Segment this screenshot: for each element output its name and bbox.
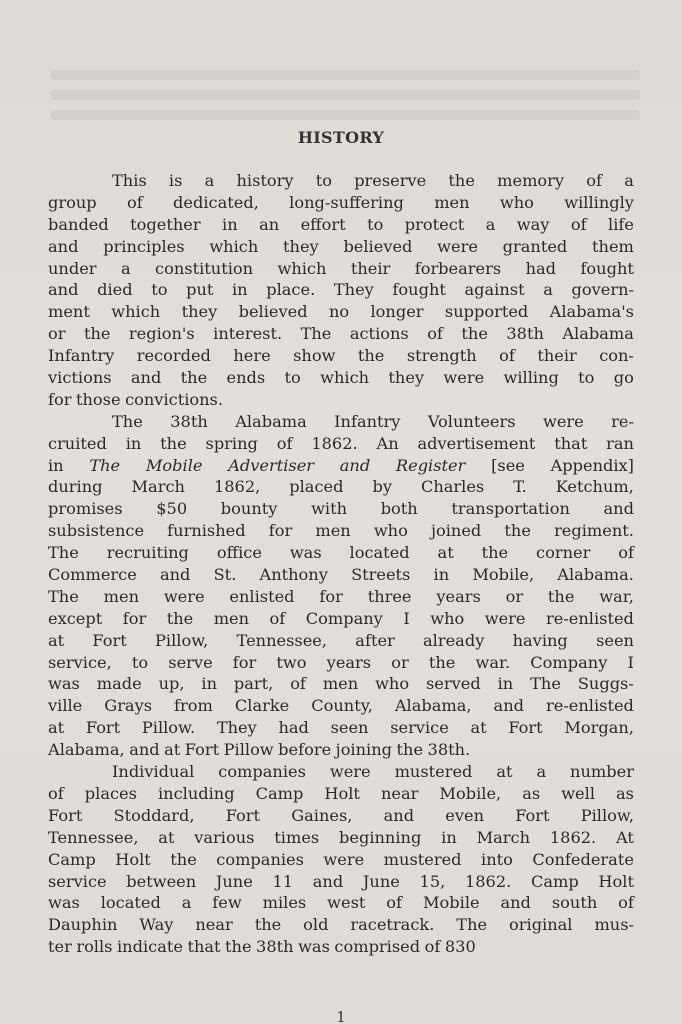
page-title: HISTORY xyxy=(297,128,385,147)
text-line: Commerce and St. Anthony Streets in Mobile, Alabama. xyxy=(48,565,634,585)
text-line: promises $50 bounty with both transportation and xyxy=(48,499,634,519)
text-line: Fort Stoddard, Fort Gaines, and even Fort Pillow, xyxy=(48,805,634,825)
body-text xyxy=(48,170,634,958)
text-line: service, to serve for two years or the war. Company I xyxy=(48,652,634,672)
page-number: 1 xyxy=(336,1008,346,1024)
text-line: at Fort Pillow, Tennessee, after already having seen xyxy=(48,630,634,650)
text-line: Camp Holt the companies were mustered into Confederate xyxy=(48,849,634,869)
paragraph xyxy=(48,411,634,761)
text-line: The men were enlisted for three years or the war, xyxy=(48,586,634,606)
text-line: under a constitution which their forbearers had fought xyxy=(48,258,634,278)
text-line: or the region's interest. The actions of the 38th Alabama xyxy=(48,324,634,344)
text-line: was located a few miles west of Mobile and south of xyxy=(48,893,634,913)
paragraph xyxy=(48,761,634,958)
text-line: ment which they believed no longer supported Alabama's xyxy=(48,302,634,322)
paragraph xyxy=(48,170,634,411)
text-line: for those convictions. xyxy=(48,389,223,409)
text-line: and principles which they believed were granted them xyxy=(48,236,634,256)
text-line: except for the men of Company I who were re-enlisted xyxy=(48,608,634,628)
text-line: Individual companies were mustered at a number xyxy=(112,762,634,782)
text-line: Dauphin Way near the old racetrack. The original mus- xyxy=(48,915,634,935)
text-line: service between June 11 and June 15, 1862. Camp Holt xyxy=(48,871,634,891)
text-line: ville Grays from Clarke County, Alabama, and re-enlisted xyxy=(48,696,634,716)
text-line: Infantry recorded here show the strength of their con- xyxy=(48,346,634,366)
text-line: and died to put in place. They fought against a govern- xyxy=(48,280,634,300)
text-line: banded together in an effort to protect a way of life xyxy=(48,214,634,234)
text-line: was made up, in part, of men who served in The Suggs- xyxy=(48,674,634,694)
text-line: Tennessee, at various times beginning in March 1862. At xyxy=(48,827,634,847)
text-line: ter rolls indicate that the 38th was comprised of 830 xyxy=(48,937,476,957)
text-line: The recruiting office was located at the corner of xyxy=(48,543,634,563)
text-line: subsistence furnished for men who joined the regiment. xyxy=(48,521,634,541)
text-line: of places including Camp Holt near Mobile, as well as xyxy=(48,783,634,803)
text-line: at Fort Pillow. They had seen service at Fort Morgan, xyxy=(48,718,634,738)
text-line: This is a history to preserve the memory of a xyxy=(112,171,634,190)
text-line: Alabama, and at Fort Pillow before joining the 38th. xyxy=(48,740,471,760)
text-line: The 38th Alabama Infantry Volunteers were re- xyxy=(112,411,634,431)
text-line: in The Mobile Advertiser and Register [see Appendix] xyxy=(48,455,634,475)
text-line: group of dedicated, long-suffering men who willingly xyxy=(48,192,634,212)
text-line: cruited in the spring of 1862. An advertisement that ran xyxy=(48,433,634,453)
text-line: during March 1862, placed by Charles T. Ketchum, xyxy=(48,477,634,497)
text-line: victions and the ends to which they were willing to go xyxy=(48,368,634,388)
